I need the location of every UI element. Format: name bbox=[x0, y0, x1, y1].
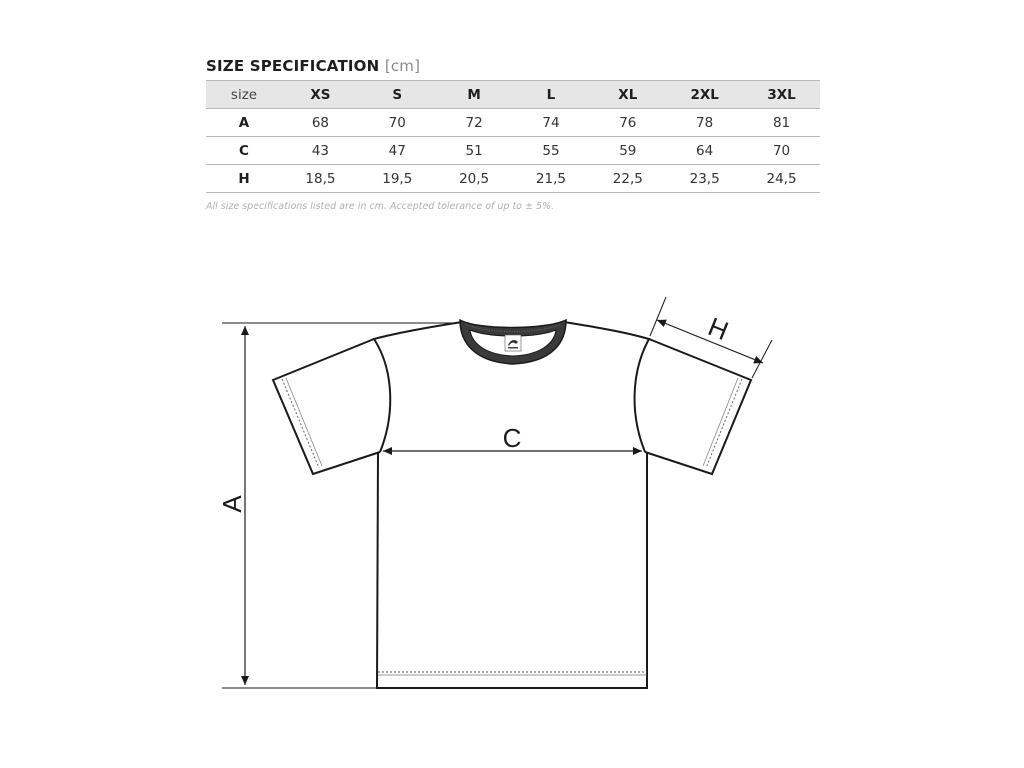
header-xl: XL bbox=[589, 81, 666, 109]
left-sleeve bbox=[273, 339, 380, 474]
table-cell: 47 bbox=[359, 137, 436, 165]
table-cell: 21,5 bbox=[513, 165, 590, 193]
table-cell: 78 bbox=[666, 109, 743, 137]
table-cell: 74 bbox=[513, 109, 590, 137]
right-sleeve-stitch bbox=[706, 379, 742, 468]
table-cell: 20,5 bbox=[436, 165, 513, 193]
row-label: C bbox=[206, 137, 282, 165]
dim-h-ext-top bbox=[650, 297, 666, 336]
table-cell: 43 bbox=[282, 137, 359, 165]
header-2xl: 2XL bbox=[666, 81, 743, 109]
left-sleeve-stitch bbox=[282, 379, 319, 468]
table-cell: 23,5 bbox=[666, 165, 743, 193]
table-cell: 70 bbox=[743, 137, 820, 165]
shirt-body-outline bbox=[377, 452, 647, 688]
label-h: H bbox=[704, 311, 733, 347]
row-label: A bbox=[206, 109, 282, 137]
header-size: size bbox=[206, 81, 282, 109]
spec-unit: [cm] bbox=[384, 57, 421, 75]
table-cell: 22,5 bbox=[589, 165, 666, 193]
table-cell: 76 bbox=[589, 109, 666, 137]
header-xs: XS bbox=[282, 81, 359, 109]
table-cell: 64 bbox=[666, 137, 743, 165]
table-cell: 51 bbox=[436, 137, 513, 165]
table-cell: 55 bbox=[513, 137, 590, 165]
tolerance-note: All size specifications listed are in cm. Accepted tolerance of up to ± 5%. bbox=[206, 201, 555, 212]
row-label: H bbox=[206, 165, 282, 193]
header-3xl: 3XL bbox=[743, 81, 820, 109]
label-c: C bbox=[502, 423, 522, 453]
brand-label-icon bbox=[505, 335, 521, 351]
table-cell: 59 bbox=[589, 137, 666, 165]
table-cell: 81 bbox=[743, 109, 820, 137]
table-cell: 72 bbox=[436, 109, 513, 137]
table-cell: 24,5 bbox=[743, 165, 820, 193]
table-cell: 70 bbox=[359, 109, 436, 137]
dim-h-ext-bottom bbox=[752, 340, 772, 378]
table-cell: 68 bbox=[282, 109, 359, 137]
label-a: A bbox=[217, 495, 247, 513]
right-sleeve bbox=[645, 339, 751, 474]
right-shoulder-armhole bbox=[564, 322, 649, 452]
header-l: L bbox=[513, 81, 590, 109]
header-s: S bbox=[359, 81, 436, 109]
left-shoulder-armhole bbox=[374, 322, 462, 452]
table-cell: 19,5 bbox=[359, 165, 436, 193]
header-m: M bbox=[436, 81, 513, 109]
spec-title-text: SIZE SPECIFICATION bbox=[206, 57, 380, 75]
table-cell: 18,5 bbox=[282, 165, 359, 193]
